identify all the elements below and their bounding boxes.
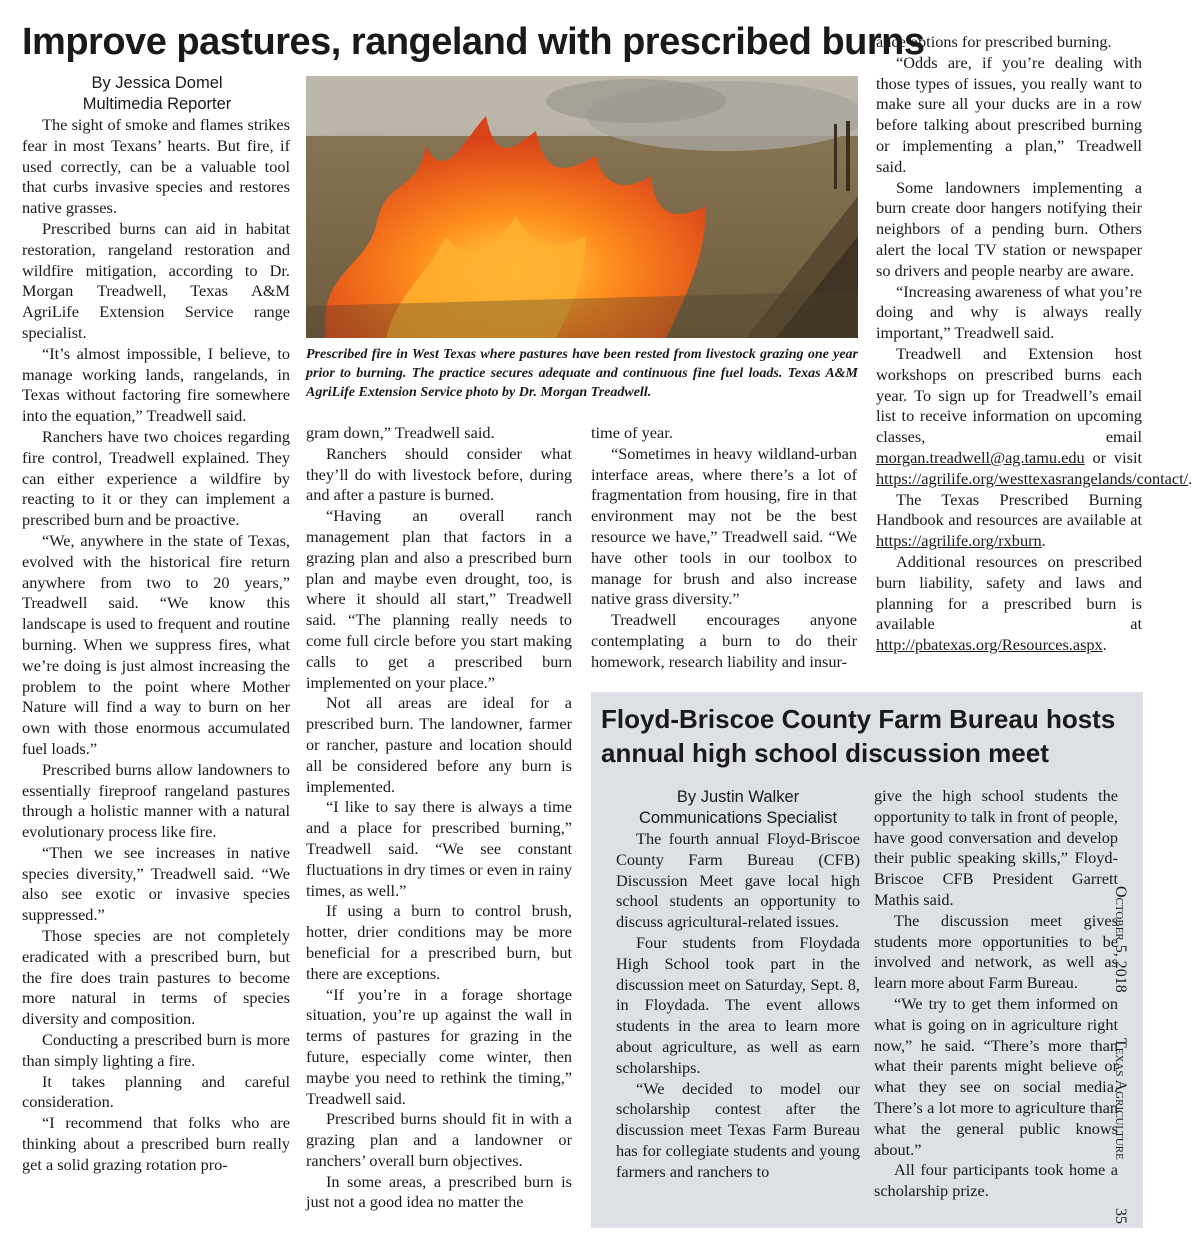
issue-date: October 5, 2018 xyxy=(1112,886,1129,993)
paragraph: The discussion meet gives students more opportunities to be involved and network, as well as learn more about Farm Bureau. xyxy=(874,910,1118,993)
paragraph: Treadwell encourages anyone contemplating a burn to do their homework, research liability and insur- xyxy=(591,610,857,671)
paragraph-text: or visit xyxy=(1084,447,1142,467)
paragraph: Not all areas are ideal for a prescribed burn. The landowner, farmer or rancher, pasture and location should all be considered before any burn is implemented. xyxy=(306,693,572,796)
paragraph: “I recommend that folks who are thinking about a prescribed burn really get a solid grazing rotation pro- xyxy=(22,1113,290,1174)
article-column-3 xyxy=(591,423,857,673)
paragraph: It takes planning and careful consideration. xyxy=(22,1071,290,1112)
paragraph: All four participants took home a scholarship prize. xyxy=(874,1160,1118,1201)
paragraph-handbook xyxy=(876,490,1142,552)
paragraph-text: . xyxy=(1102,635,1107,655)
paragraph: “We try to get them informed on what is going on in agriculture right now,” he said. “There’s more than what their parents might believe or what they see on social media. There’s a lot more to agriculture than what the general public knows about.” xyxy=(874,993,1118,1159)
paragraph: Prescribed burns allow landowners to essentially fireproof rangeland pastures through a holistic manner with a natural evolutionary process like fire. xyxy=(22,759,290,842)
article-column-2 xyxy=(306,423,572,1213)
paragraph: “Odds are, if you’re dealing with those types of issues, you really want to make sure all your ducks are in a row before talking about prescribed burning or implementing a plan,” Treadwell said. xyxy=(876,52,1142,176)
paragraph: “Then we see increases in native species diversity,” Treadwell said. “We also see exotic or invasive species suppressed.” xyxy=(22,842,290,925)
paragraph: “Sometimes in heavy wildland-urban interface areas, where there’s a lot of fragmentation from housing, fire in that environment may not be the best resource we have,” Treadwell said. “We have other tools in our toolbox to manage for brush and also increase native grass diversity.” xyxy=(591,443,857,609)
byline-name: By Justin Walker xyxy=(676,788,800,806)
paragraph-text: Treadwell and Extension host workshops on prescribed burns each year. To sign up for Treadwell’s email list to receive information on upcoming classes, email xyxy=(876,343,1142,447)
byline-title: Multimedia Reporter xyxy=(82,95,232,113)
paragraph: Those species are not completely eradicated with a prescribed burn, but the fire does train pastures to become more natural in terms of species diversity and composition. xyxy=(22,926,290,1029)
paragraph: time of year. xyxy=(591,423,673,442)
paragraph: ance options for prescribed burning. xyxy=(876,32,1112,51)
paragraph: Some landowners implementing a burn create door hangers notifying their neighbors of a pending burn. Others alert the local TV station or newspaper so drivers and people nearby are aware. xyxy=(876,177,1142,280)
paragraph: “I like to say there is always a time and a place for prescribed burning,” Treadwell said. “We see constant fluctuations in dry times or even in rainy times, as well.” xyxy=(306,797,572,900)
paragraph-text: The Texas Prescribed Burning Handbook and resources are available at xyxy=(876,489,1142,530)
rxburn-url-link[interactable]: https://agrilife.org/rxburn xyxy=(876,531,1042,551)
resources-url-link[interactable]: http://pbatexas.org/Resources.aspx xyxy=(876,635,1103,655)
paragraph: “Increasing awareness of what you’re doing and why is always really important,” Treadwell said. xyxy=(876,281,1142,343)
article-headline: Improve pastures, rangeland with prescribed burns xyxy=(22,21,925,63)
email-link[interactable]: morgan.treadwell@ag.tamu.edu xyxy=(876,447,1085,467)
paragraph: Ranchers should consider what they’ll do with livestock before, during and after a pasture is burned. xyxy=(306,443,572,505)
contact-url-link[interactable]: https://agrilife.org/westtexasrangelands/contact/ xyxy=(876,468,1189,488)
sidebar-article-column-2 xyxy=(874,786,1118,1202)
paragraph: The sight of smoke and flames strikes fear in most Texans’ hearts. But fire, if used correctly, can be a valuable tool that curbs invasive species and restores native grasses. xyxy=(22,115,290,218)
photo-caption: Prescribed fire in West Texas where pastures have been rested from livestock grazing one year prior to burning. The practice secures adequate and continuous fine fuel loads. Texas A&M AgriLife Extension Service photo by Dr. Morgan Treadwell. xyxy=(306,347,858,400)
fire-photo-illustration xyxy=(306,76,858,338)
running-footer xyxy=(1106,886,1134,1186)
paragraph: “If you’re in a forage shortage situation, you’re up against the wall in terms of pastures for grazing in the future, especially come winter, then maybe you need to rethink the timing,” Treadwell said. xyxy=(306,984,572,1108)
sidebar-article-column-1 xyxy=(616,829,860,1183)
paragraph-text: . xyxy=(1041,531,1046,551)
paragraph: “It’s almost impossible, I believe, to manage working lands, rangelands, in Texas without factoring fire somewhere into the equation,” Treadwell said. xyxy=(22,343,290,426)
paragraph: The fourth annual Floyd-Briscoe County Farm Bureau (CFB) Discussion Meet gave local high school students an opportunity to discuss agricultural-related issues. xyxy=(616,829,860,932)
paragraph: gram down,” Treadwell said. xyxy=(306,423,495,442)
publication-name: Texas Agriculture xyxy=(1112,1038,1129,1160)
article-column-1 xyxy=(22,115,290,1176)
byline xyxy=(22,73,292,115)
page-number: 35 xyxy=(1112,1208,1129,1224)
paragraph: Prescribed burns can aid in habitat restoration, rangeland restoration and wildfire mitigation, according to Dr. Morgan Treadwell, Texas A&M AgriLife Extension Service range specialist. xyxy=(22,218,290,342)
paragraph: Four students from Floydada High School took part in the discussion meet on Saturday, Sept. 8, in Floydada. The event allows students in the area to learn more about agriculture, as well as earn scholarships. xyxy=(616,932,860,1077)
paragraph: Prescribed burns should fit in with a grazing plan and a landowner or ranchers’ overall burn objectives. xyxy=(306,1109,572,1170)
paragraph: If using a burn to control brush, hotter, drier conditions may be more beneficial for a prescribed burn, but there are exceptions. xyxy=(306,901,572,983)
paragraph-text: Additional resources on prescribed burn liability, safety and laws and planning for a prescribed burn is available at xyxy=(876,551,1142,634)
sidebar-article-headline: Floyd-Briscoe County Farm Bureau hosts annual high school discussion meet xyxy=(601,704,1116,768)
paragraph: Ranchers have two choices regarding fire control, Treadwell explained. They can either experience a wildfire by reacting to it or they can implement a prescribed burn and be proactive. xyxy=(22,426,290,530)
article-column-4 xyxy=(876,32,1193,656)
paragraph-workshops xyxy=(876,343,1193,490)
article-photo-prescribed-fire xyxy=(306,76,858,338)
paragraph: “Having an overall ranch management plan that factors in a grazing plan and also a prescribed burn plan and maybe even drought, too, is where it should all start,” Treadwell said. “The planning really needs to come full circle before you start making calls to get a prescribed burn implemented on your place.” xyxy=(306,506,572,692)
paragraph: In some areas, a prescribed burn is just not a good idea no matter the xyxy=(306,1171,572,1212)
paragraph: “We, anywhere in the state of Texas, evolved with the historical fire return anywhere from two to 20 years,” Treadwell said. “We know this landscape is used to frequent and routine burning. When we suppress fires, what we’re doing is just almost increasing the problem to the point where Mother Nature will find a way to burn on her own with those enormous accumulated fuel loads.” xyxy=(22,530,290,758)
paragraph-text: . xyxy=(1188,468,1193,488)
sidebar-byline xyxy=(616,787,860,829)
byline-name: By Jessica Domel xyxy=(91,74,223,92)
paragraph: Conducting a prescribed burn is more than simply lighting a fire. xyxy=(22,1030,290,1070)
paragraph: give the high school students the opportunity to talk in front of people, have good conversation and develop their public speaking skills,” Floyd-Briscoe CFB President Garrett Mathis said. xyxy=(874,786,1118,909)
byline-title: Communications Specialist xyxy=(638,809,838,827)
paragraph: “We decided to model our scholarship contest after the discussion meet Texas Farm Bureau has for collegiate students and young farmers and ranchers to xyxy=(616,1078,860,1181)
paragraph-resources xyxy=(876,552,1142,656)
